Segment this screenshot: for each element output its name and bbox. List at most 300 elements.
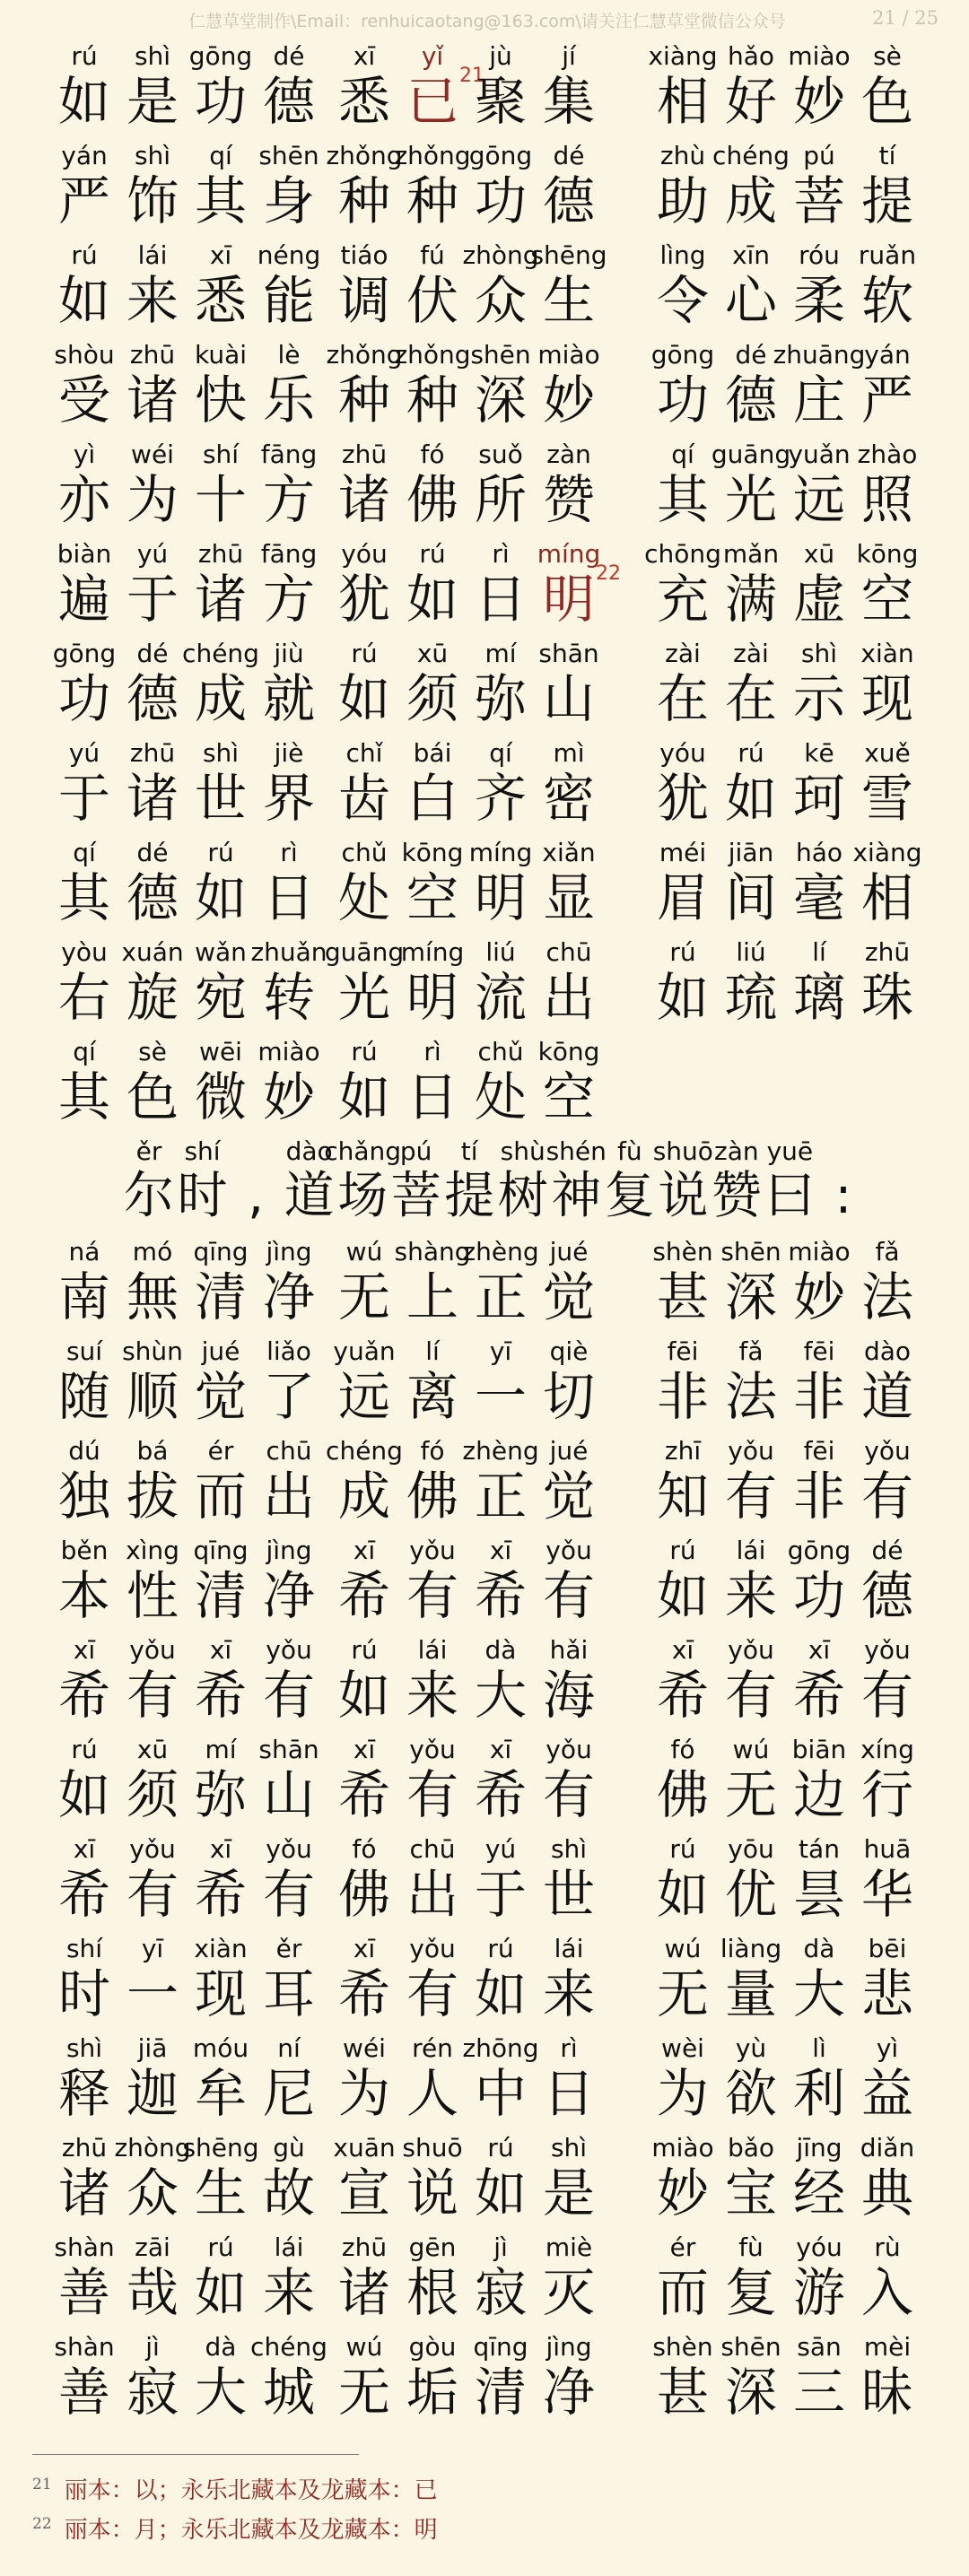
- hanzi: 寂: [126, 2362, 179, 2423]
- hanzi: 深: [724, 2362, 777, 2423]
- hanzi: 白: [406, 768, 458, 829]
- pinyin: shàn: [54, 2232, 115, 2262]
- hanzi-with-pinyin: [326, 340, 403, 439]
- hanzi: 深: [724, 1266, 777, 1327]
- pinyin: xū: [136, 1735, 169, 1764]
- pinyin: jiè: [274, 738, 304, 768]
- hanzi-with-pinyin: [720, 838, 781, 937]
- pinyin: yán: [61, 141, 108, 170]
- hanzi-with-pinyin: [470, 1037, 531, 1136]
- verse-row: [0, 439, 969, 539]
- hanzi-with-pinyin: [470, 1934, 531, 2033]
- hanzi: 快: [194, 370, 247, 431]
- verse-phrase: [652, 1735, 918, 1834]
- hanzi-with-pinyin: [720, 2033, 781, 2133]
- hanzi: 城: [262, 2362, 315, 2423]
- hanzi: 如: [474, 2163, 527, 2224]
- hanzi: 佛: [656, 1764, 709, 1825]
- hanzi-with-pinyin: [470, 340, 531, 439]
- page-header: [0, 0, 969, 36]
- hanzi-with-pinyin: [652, 838, 713, 937]
- verse-phrase: [652, 1536, 918, 1635]
- hanzi: 如: [337, 1665, 390, 1726]
- pinyin: shuō: [652, 1136, 713, 1166]
- hanzi: 显: [542, 867, 595, 928]
- pinyin: yóu: [341, 539, 388, 569]
- hanzi-with-pinyin: [789, 2133, 850, 2232]
- pinyin: ěr: [275, 1934, 302, 1963]
- hanzi: 能: [262, 270, 315, 331]
- verse-phrase: [54, 439, 319, 539]
- hanzi: 德: [542, 170, 595, 231]
- pinyin: zāi: [135, 2232, 170, 2262]
- hanzi: 助: [656, 170, 709, 231]
- verse-phrase: [324, 937, 599, 1037]
- hanzi-with-pinyin: [652, 1436, 713, 1536]
- hanzi: 拔: [126, 1466, 179, 1527]
- hanzi: 无: [656, 1963, 709, 2024]
- pinyin: jí: [562, 41, 576, 71]
- verse-phrase: [652, 2232, 918, 2332]
- verse-phrase: [54, 738, 319, 838]
- hanzi-with-pinyin: [530, 240, 607, 340]
- hanzi: 聚: [474, 71, 527, 132]
- footnote-number: 21: [32, 2476, 52, 2493]
- hanzi: 为: [126, 469, 179, 530]
- pinyin: xī: [353, 1735, 376, 1764]
- hanzi-with-pinyin: [190, 937, 251, 1037]
- pinyin: fó: [670, 1735, 695, 1764]
- hanzi-with-pinyin: [857, 340, 918, 439]
- hanzi-with-pinyin: [54, 1735, 115, 1834]
- hanzi: 有: [406, 1565, 458, 1626]
- hanzi: 无: [337, 1266, 390, 1327]
- footnote-number: 22: [32, 2515, 52, 2533]
- hanzi: 复: [724, 2262, 777, 2323]
- pinyin: ěr: [135, 1136, 162, 1166]
- pinyin: zhào: [857, 439, 918, 469]
- verse-phrase: [334, 1536, 599, 1635]
- hanzi: 须: [126, 1764, 179, 1825]
- hanzi: 十: [194, 469, 247, 530]
- pinyin: mǎn: [722, 539, 780, 569]
- pinyin: rú: [669, 1536, 696, 1565]
- hanzi: 如: [57, 71, 110, 132]
- pinyin: ná: [68, 1237, 100, 1266]
- hanzi: 清: [474, 2362, 527, 2423]
- hanzi-with-pinyin: [402, 639, 463, 738]
- pinyin: miào: [788, 41, 851, 71]
- hanzi: 性: [126, 1565, 179, 1626]
- pinyin: dé: [871, 1536, 904, 1565]
- pinyin: wú: [732, 1735, 770, 1764]
- hanzi-with-pinyin: [54, 1536, 115, 1635]
- footnote-ref: 22: [596, 562, 621, 585]
- hanzi-with-pinyin: [470, 2133, 531, 2232]
- verse-phrase: [652, 1834, 918, 1934]
- pinyin: yǒu: [129, 1834, 176, 1864]
- hanzi-with-pinyin: [182, 2133, 259, 2232]
- hanzi-with-pinyin: [789, 1635, 850, 1735]
- hanzi-with-pinyin: [122, 2332, 183, 2432]
- pinyin: yuǎn: [788, 439, 851, 469]
- pinyin: qí: [73, 1037, 96, 1066]
- hanzi-with-pinyin: [852, 838, 922, 937]
- hanzi-with-pinyin: [652, 639, 713, 738]
- pinyin: néng: [257, 240, 321, 270]
- hanzi-with-pinyin: [857, 1536, 918, 1635]
- pinyin: mèi: [863, 2332, 912, 2362]
- pinyin: pú: [399, 1136, 432, 1166]
- pinyin: háo: [795, 838, 843, 867]
- hanzi-with-pinyin: [54, 2133, 115, 2232]
- hanzi: 灭: [542, 2262, 595, 2323]
- hanzi: 相: [656, 71, 709, 132]
- pinyin: jì: [493, 2232, 508, 2262]
- hanzi-with-pinyin: [54, 2332, 115, 2432]
- pinyin: shēn: [470, 340, 531, 370]
- hanzi: 法: [860, 1266, 913, 1327]
- pinyin: fēi: [803, 1336, 835, 1366]
- hanzi-with-pinyin: [857, 1336, 918, 1436]
- hanzi: 功: [474, 170, 527, 231]
- pinyin: qí: [209, 141, 232, 170]
- hanzi: 希: [337, 1963, 390, 2024]
- hanzi-with-pinyin: [54, 2232, 115, 2332]
- hanzi: 非: [792, 1366, 845, 1427]
- hanzi-with-pinyin: [190, 838, 251, 937]
- hanzi-with-pinyin: [789, 41, 850, 141]
- hanzi: 其: [194, 170, 247, 231]
- hanzi: 好: [724, 71, 777, 132]
- hanzi-with-pinyin: [122, 838, 183, 937]
- pinyin: xī: [808, 1635, 831, 1665]
- verse-row: [0, 2332, 969, 2432]
- hanzi-with-pinyin: [462, 2033, 539, 2133]
- hanzi: 希: [337, 1764, 390, 1825]
- hanzi-with-pinyin: [258, 1037, 319, 1136]
- pinyin: xiàng: [852, 838, 922, 867]
- verse-phrase: [54, 340, 319, 439]
- hanzi-with-pinyin: [402, 2133, 463, 2232]
- verse-phrase: [326, 1436, 599, 1536]
- pinyin: mì: [553, 738, 585, 768]
- hanzi: 希: [474, 1764, 527, 1825]
- hanzi-with-pinyin: [538, 1934, 599, 2033]
- pinyin: qí: [73, 838, 96, 867]
- pinyin: suí: [65, 1336, 103, 1366]
- hanzi-with-pinyin: [605, 1136, 655, 1236]
- hanzi-with-pinyin: [54, 937, 115, 1037]
- hanzi-with-pinyin: [402, 1436, 463, 1536]
- hanzi: 转: [262, 967, 315, 1028]
- pinyin: yù: [735, 2033, 767, 2063]
- hanzi: 说: [658, 1167, 709, 1225]
- hanzi-with-pinyin: [122, 1735, 183, 1834]
- hanzi: 是: [126, 71, 179, 132]
- hanzi: 乐: [262, 370, 315, 431]
- hanzi: 希: [474, 1565, 527, 1626]
- verse-phrase: [652, 1436, 918, 1536]
- pinyin: xū: [416, 639, 449, 668]
- hanzi: 如: [656, 967, 709, 1028]
- hanzi: 种: [406, 370, 458, 431]
- hanzi: 妙: [656, 2163, 709, 2224]
- pinyin: chǔ: [477, 1037, 524, 1066]
- pinyin: rú: [71, 41, 98, 71]
- hanzi-with-pinyin: [764, 1136, 815, 1236]
- hanzi: 昙: [792, 1864, 845, 1925]
- hanzi-with-pinyin: [857, 1934, 918, 2033]
- pinyin: xī: [489, 1536, 512, 1565]
- pinyin: fāng: [260, 439, 318, 469]
- verse-phrase: [54, 1735, 319, 1834]
- pinyin: fǎ: [738, 1336, 764, 1366]
- hanzi-with-pinyin: [122, 2232, 183, 2332]
- hanzi: 宣: [337, 2163, 390, 2224]
- pinyin: biān: [791, 1735, 847, 1764]
- pinyin: shí: [184, 1136, 221, 1166]
- pinyin: gēn: [408, 2232, 457, 2262]
- pinyin: shèn: [652, 1237, 713, 1266]
- hanzi: 无: [337, 2362, 390, 2423]
- pinyin: ér: [669, 2232, 696, 2262]
- hanzi-with-pinyin: [720, 539, 781, 639]
- hanzi: 为: [337, 2063, 390, 2124]
- hanzi-with-pinyin: [122, 1934, 183, 2033]
- hanzi-with-pinyin: [652, 2232, 713, 2332]
- hanzi-with-pinyin: [789, 2332, 850, 2432]
- pinyin: fǎ: [875, 1237, 900, 1266]
- hanzi-with-pinyin: [122, 1336, 183, 1436]
- hanzi-with-pinyin: [720, 1536, 781, 1635]
- hanzi: 于: [474, 1864, 527, 1925]
- hanzi: 德: [126, 668, 179, 729]
- hanzi: 菩: [792, 170, 845, 231]
- hanzi: 宛: [194, 967, 247, 1028]
- pinyin: fāng: [260, 539, 318, 569]
- pinyin: xìng: [126, 1536, 179, 1565]
- hanzi: 调: [337, 270, 390, 331]
- hanzi-with-pinyin: [789, 738, 850, 838]
- hanzi-with-pinyin: [538, 2133, 599, 2232]
- hanzi-with-pinyin: [334, 1934, 395, 2033]
- pinyin: fú: [420, 240, 445, 270]
- pinyin: shén: [546, 1136, 607, 1166]
- hanzi: 经: [792, 2163, 845, 2224]
- hanzi-with-pinyin: [231, 1136, 281, 1236]
- hanzi-with-pinyin: [789, 240, 850, 340]
- hanzi: 提: [444, 1167, 495, 1225]
- pinyin: běn: [60, 1536, 109, 1565]
- hanzi-with-pinyin: [789, 2232, 850, 2332]
- pinyin: rù: [874, 2232, 901, 2262]
- hanzi-with-pinyin: [334, 838, 395, 937]
- hanzi: 处: [337, 867, 390, 928]
- hanzi-with-pinyin: [538, 439, 599, 539]
- pinyin: rì: [423, 1037, 441, 1066]
- pinyin: xiàn: [860, 639, 914, 668]
- hanzi: 如: [194, 867, 247, 928]
- pinyin: róu: [799, 240, 840, 270]
- hanzi-with-pinyin: [326, 1436, 403, 1536]
- verse-phrase: [648, 41, 918, 141]
- hanzi: 成: [337, 1466, 390, 1527]
- hanzi: 功: [57, 668, 110, 729]
- hanzi-with-pinyin: [652, 1536, 713, 1635]
- hanzi: 独: [57, 1466, 110, 1527]
- pinyin: liàng: [720, 1934, 782, 1963]
- verse-phrase: [54, 2232, 319, 2332]
- pinyin: qí: [489, 738, 512, 768]
- hanzi: 日: [262, 867, 315, 928]
- pinyin: yú: [484, 1834, 517, 1864]
- hanzi-with-pinyin: [258, 1635, 319, 1735]
- pinyin: lái: [274, 2232, 304, 2262]
- hanzi: 来: [262, 2262, 315, 2323]
- hanzi-with-pinyin: [334, 1536, 395, 1635]
- verse-phrase: [652, 141, 918, 240]
- hanzi-with-pinyin: [178, 1136, 228, 1236]
- pinyin: zhǒng: [394, 141, 471, 170]
- hanzi-with-pinyin: [857, 539, 918, 639]
- pinyin: dà: [803, 1934, 835, 1963]
- hanzi: 日: [406, 1066, 458, 1127]
- hanzi: 其: [656, 469, 709, 530]
- pinyin: xuě: [864, 738, 911, 768]
- hanzi: 了: [262, 1366, 315, 1427]
- pinyin: shēng: [530, 240, 607, 270]
- hanzi: 令: [656, 270, 709, 331]
- hanzi: 远: [792, 469, 845, 530]
- hanzi-with-pinyin: [789, 1336, 850, 1436]
- verse-phrase: [334, 1934, 599, 2033]
- pinyin: yǒu: [728, 1436, 774, 1466]
- hanzi-with-pinyin: [334, 1834, 395, 1934]
- verse-phrase: [54, 838, 319, 937]
- hanzi-with-pinyin: [122, 1237, 183, 1336]
- hanzi-with-pinyin: [857, 2332, 918, 2432]
- pinyin: qiè: [549, 1336, 589, 1366]
- hanzi-with-pinyin: [54, 1037, 115, 1136]
- hanzi-with-pinyin: [122, 1834, 183, 1934]
- hanzi-with-pinyin: [470, 937, 531, 1037]
- hanzi: 色: [860, 71, 913, 132]
- hanzi: 悉: [337, 71, 390, 132]
- hanzi-with-pinyin: [857, 240, 918, 340]
- pinyin: jué: [549, 1436, 589, 1466]
- verse-phrase: [652, 2033, 918, 2133]
- hanzi-with-pinyin: [190, 2332, 251, 2432]
- hanzi: 心: [724, 270, 777, 331]
- hanzi: 大: [792, 1963, 845, 2024]
- hanzi: 妙: [262, 1066, 315, 1127]
- hanzi: 有: [724, 1466, 777, 1527]
- hanzi: 有: [262, 1665, 315, 1726]
- hanzi-with-pinyin: [498, 1136, 548, 1236]
- pinyin: xiàn: [194, 1934, 248, 1963]
- pinyin: shùn: [122, 1336, 183, 1366]
- hanzi-with-pinyin: [122, 439, 183, 539]
- pinyin: shān: [538, 639, 599, 668]
- hanzi-with-pinyin: [394, 1237, 471, 1336]
- hanzi-with-pinyin: [324, 1136, 402, 1236]
- hanzi: 有: [860, 1665, 913, 1726]
- hanzi: 有: [406, 1764, 458, 1825]
- pinyin: shàn: [54, 2332, 115, 2362]
- hanzi-with-pinyin: [789, 439, 850, 539]
- footnote-text: 丽本：以；永乐北藏本及龙藏本：已: [64, 2477, 438, 2504]
- pinyin: kōng: [856, 539, 919, 569]
- hanzi-with-pinyin: [190, 1237, 251, 1336]
- pinyin: biàn: [57, 539, 112, 569]
- verse-phrase: [652, 1635, 918, 1735]
- pinyin: dé: [273, 41, 305, 71]
- hanzi: 空: [542, 1066, 595, 1127]
- hanzi-with-pinyin: [789, 1735, 850, 1834]
- hanzi: 诸: [194, 569, 247, 630]
- hanzi: 净: [262, 1266, 315, 1327]
- hanzi-with-pinyin: [190, 340, 251, 439]
- verse-phrase: [652, 1934, 918, 2033]
- hanzi-with-pinyin: [190, 1735, 251, 1834]
- hanzi: 山: [542, 668, 595, 729]
- hanzi: 右: [57, 967, 110, 1028]
- hanzi: 非: [792, 1466, 845, 1527]
- pinyin: sè: [873, 41, 902, 71]
- hanzi: 树: [497, 1167, 548, 1225]
- hanzi-with-pinyin: [720, 1735, 781, 1834]
- pinyin: tí: [460, 1136, 478, 1166]
- hanzi: 一: [126, 1963, 179, 2024]
- verse-phrase: [334, 41, 599, 141]
- pinyin: yǒu: [266, 1635, 312, 1665]
- verse-phrase: [334, 1735, 599, 1834]
- hanzi: 出: [262, 1466, 315, 1527]
- hanzi-with-pinyin: [258, 639, 319, 738]
- verse-phrase: [54, 1037, 319, 1136]
- hanzi-with-pinyin: [857, 1635, 918, 1735]
- scripture-text: [0, 41, 969, 2432]
- hanzi: 相: [860, 867, 913, 928]
- hanzi-with-pinyin: [818, 1136, 869, 1236]
- hanzi: 种: [337, 370, 390, 431]
- pinyin: chū: [266, 1436, 312, 1466]
- pinyin: jìng: [266, 1237, 312, 1266]
- hanzi: 来: [126, 270, 179, 331]
- hanzi-with-pinyin: [538, 41, 599, 141]
- hanzi-with-pinyin: [720, 639, 781, 738]
- hanzi: 集: [542, 71, 595, 132]
- hanzi-with-pinyin: [334, 2332, 395, 2432]
- hanzi: 人: [406, 2063, 458, 2124]
- hanzi: 菩: [390, 1167, 441, 1225]
- pinyin: zhèng: [462, 1436, 539, 1466]
- hanzi: 妙: [542, 370, 595, 431]
- hanzi: 远: [337, 1366, 390, 1427]
- hanzi: 满: [724, 569, 777, 630]
- hanzi: 遍: [57, 569, 110, 630]
- hanzi-with-pinyin: [190, 1635, 251, 1735]
- pinyin: zàn: [714, 1136, 759, 1166]
- hanzi-with-pinyin: [720, 240, 781, 340]
- pinyin: rú: [207, 838, 234, 867]
- hanzi-with-pinyin: [789, 539, 850, 639]
- hanzi: 牟: [194, 2063, 247, 2124]
- hanzi-with-pinyin: [402, 1037, 463, 1136]
- pinyin: yǒu: [864, 1436, 911, 1466]
- verse-phrase: [54, 2033, 319, 2133]
